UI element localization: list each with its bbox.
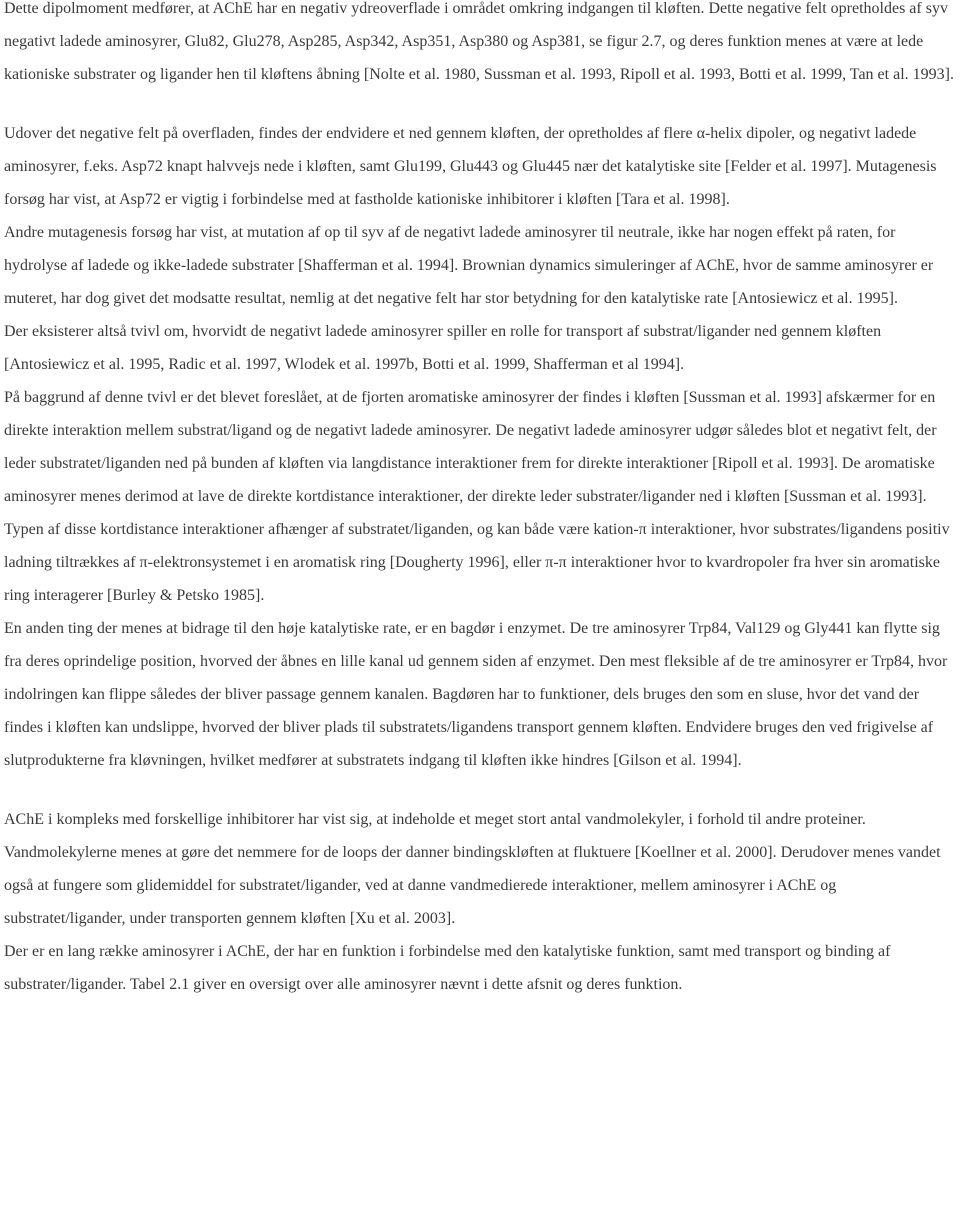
paragraph-table-reference: Der er en lang række aminosyrer i AChE, der har en funktion i forbindelse med den katalytiske funktion, samt med transport og binding af substrater/ligander. Tabel 2.1 giver en oversigt over alle aminosyrer nævnt i dette afsnit og deres funktion. — [4, 943, 891, 993]
paragraph-gorge-field: Udover det negative felt på overfladen, findes der endvidere et ned gennem kløften, der opretholdes af flere α-helix dipoler, og negativt ladede aminosyrer, f.eks. Asp72 knapt halvvejs nede i kløften, samt Glu199, Glu443 og Glu445 nær det katalytiske site [Felder et al. 1997]. Mutagenesis forsøg har vist, at Asp72 er vigtig i forbindelse med at fastholde kationiske inhibitorer i kløften [Tara et al. 1998]. — [4, 125, 937, 208]
paragraph-water-molecules: AChE i kompleks med forskellige inhibitorer har vist sig, at indeholde et meget stort antal vandmolekyler, i forhold til andre proteiner. Vandmolekylerne menes at gøre det nemmere for de loops der danner bindingskløften at fluktuere [Koellner et al. 2000]. Derudover menes vandet også at fungere som glidemiddel for substratet/ligander, ved at danne vandmedierede interaktioner, mellem aminosyrer i AChE og substratet/ligander, under transporten gennem kløften [Xu et al. 2003]. — [4, 811, 941, 927]
paragraph-doubt: Der eksisterer altså tvivl om, hvorvidt de negativt ladede aminosyrer spiller en rolle for transport af substrat/ligander ned gennem kløften [Antosiewicz et al. 1995, Radic et al. 1997, Wlodek et al. 1997b, Botti et al. 1999, Shafferman et al 1994]. — [4, 323, 882, 373]
document-page — [4, 0, 956, 1219]
paragraph-backdoor: En anden ting der menes at bidrage til den høje katalytiske rate, er en bagdør i enzymet. De tre aminosyrer Trp84, Val129 og Gly441 kan flytte sig fra deres oprindelige position, hvorved der åbnes en lille kanal ud gennem siden af enzymet. Den mest fleksible af de tre aminosyrer er Trp84, hvor indolringen kan flippe således der bliver passage gennem kanalen. Bagdøren har to funktioner, dels bruges den som en sluse, hvor det vand der findes i kløften kan undslippe, hvorved der bliver plads til substratets/ligandens transport gennem kløften. Endvidere bruges den ved frigivelse af slutprodukterne fra kløvningen, hvilket medfører at substratets indgang til kløften ikke hindres [Gilson et al. 1994]. — [4, 620, 948, 769]
paragraph-aromatic-shielding: På baggrund af denne tvivl er det blevet foreslået, at de fjorten aromatiske aminosyrer der findes i kløften [Sussman et al. 1993] afskærmer for en direkte interaktion mellem substrat/ligand og de negativt ladede aminosyrer. De negativt ladede aminosyrer udgør således blot et negativt felt, der leder substratet/liganden ned på bunden af kløften via langdistance interaktioner frem for direkte interaktioner [Ripoll et al. 1993]. De aromatiske aminosyrer menes derimod at lave de direkte kortdistance interaktioner, der direkte leder substrater/ligander ned i kløften [Sussman et al. 1993]. Typen af disse kortdistance interaktioner afhænger af substratet/liganden, og kan både være kation-π interaktioner, hvor substrates/ligandens positiv ladning tiltrækkes af π-elektronsystemet i en aromatisk ring [Dougherty 1996], eller π-π interaktioner hvor to kvardropoler fra hver sin aromatiske ring interagerer [Burley & Petsko 1985]. — [4, 389, 950, 604]
paragraph-mutagenesis: Andre mutagenesis forsøg har vist, at mutation af op til syv af de negativt ladede aminosyrer til neutrale, ikke har nogen effekt på raten, for hydrolyse af ladede og ikke-ladede substrater [Shafferman et al. 1994]. Brownian dynamics simuleringer af AChE, hvor de samme aminosyrer er muteret, har dog givet det modsatte resultat, nemlig at det negative felt har stor betydning for den katalytiske rate [Antosiewicz et al. 1995]. — [4, 224, 934, 307]
paragraph-surface-field: Dette dipolmoment medfører, at AChE har en negativ ydreoverflade i området omkring indgangen til kløften. Dette negative felt opretholdes af syv negativt ladede aminosyrer, Glu82, Glu278, Asp285, Asp342, Asp351, Asp380 og Asp381, se figur 2.7, og deres funktion menes at være at lede kationiske substrater og ligander hen til kløftens åbning [Nolte et al. 1980, Sussman et al. 1993, Ripoll et al. 1993, Botti et al. 1999, Tan et al. 1993]. — [4, 0, 954, 83]
